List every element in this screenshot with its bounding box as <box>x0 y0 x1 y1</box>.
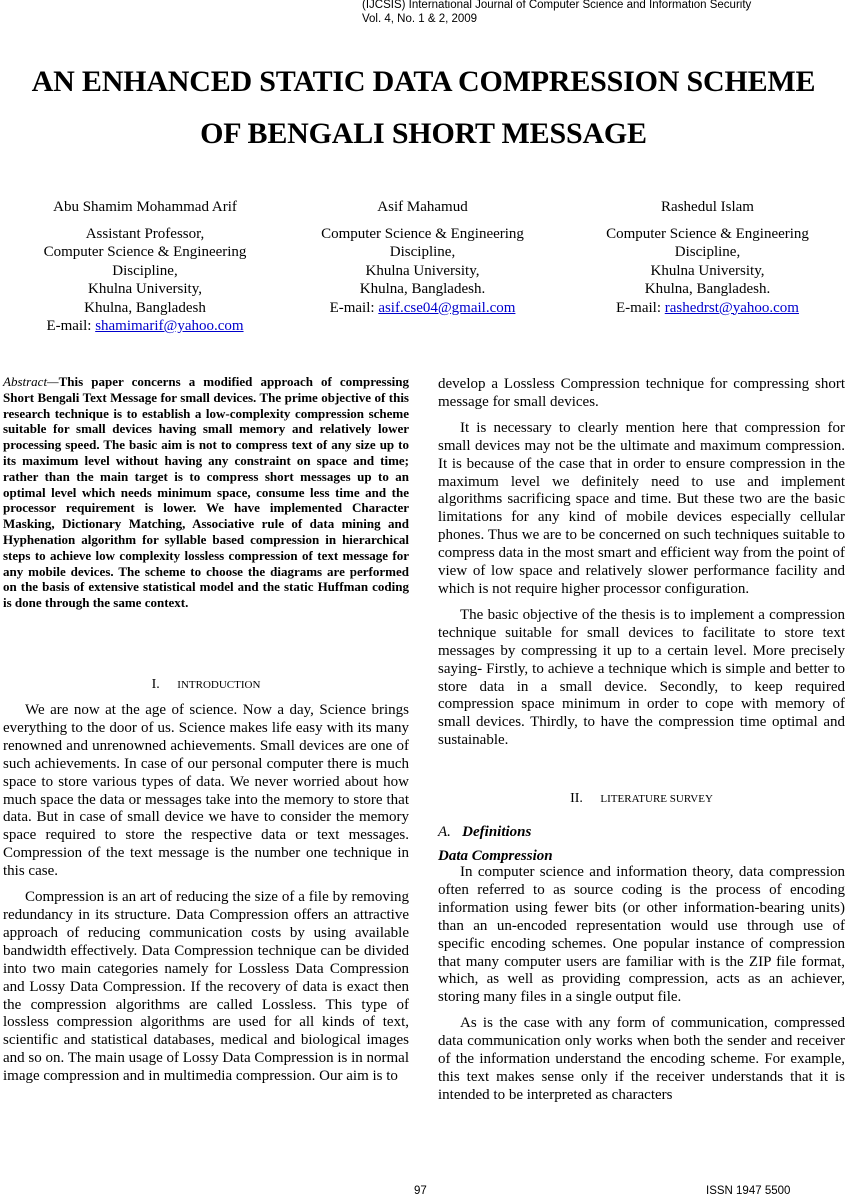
author-affiliation-line: Discipline, <box>674 244 741 260</box>
author-affiliation-line: Assistant Professor, <box>85 225 205 242</box>
paper-title-line-2: OF BENGALI SHORT MESSAGE <box>200 117 647 150</box>
subsection-title: Definitions <box>462 824 532 840</box>
author-block-2 <box>290 198 555 317</box>
author-block-3 <box>575 198 840 317</box>
email-label: E-mail: <box>329 299 379 316</box>
paragraph: In computer science and information theory, data compression often referred to as source coding is the process of encoding information using fewer bits (or other information-bearing units) than an un-encoded representation would use through use of specific encoding schemes. One popular instance of compression that many computer users are familiar with is the ZIP file format, which, as well as providing compression, acts as an achiever, storing many files in a single output file. <box>438 864 845 1006</box>
author-email-link[interactable]: rashedrst@yahoo.com <box>664 299 799 316</box>
page-number: 97 <box>414 1185 427 1197</box>
author-name: Abu Shamim Mohammad Arif <box>53 199 237 215</box>
email-label: E-mail: <box>46 318 96 334</box>
author-affiliation-line: Khulna University, <box>365 262 480 279</box>
section-heading-introduction <box>3 676 409 694</box>
author-email-link[interactable]: asif.cse04@gmail.com <box>378 299 516 316</box>
author-affiliation-line: Khulna, Bangladesh. <box>359 281 486 297</box>
paragraph: The basic objective of the thesis is to implement a compression technique suitable for small devices to facilitate to store text messages by compressing it up to a certain level. More precisely saying- Firstly, to achieve a technique which is simple and better to store data in a small device. Secondly, to keep required compression space minimum in order to cope with memory of small devices. Thirdly, to have the compression time optimal and sustainable. <box>438 606 845 749</box>
right-column-section2-body <box>438 864 845 1105</box>
author-affiliation-line: Khulna University, <box>650 262 765 279</box>
author-email-line <box>290 299 555 318</box>
author-affiliation-line: Khulna, Bangladesh <box>84 299 206 316</box>
author-affiliation-line: Khulna, Bangladesh. <box>644 281 771 297</box>
author-affiliation-line: Computer Science & Engineering <box>43 244 247 260</box>
section-number: I. <box>151 677 160 692</box>
author-affiliation-line: Computer Science & Engineering <box>321 225 524 242</box>
journal-header <box>362 0 822 26</box>
left-column-body <box>3 702 409 1086</box>
paragraph: It is necessary to clearly mention here that compression for small devices may not be the ultimate and maximum compression. It is because of the case that in order to ensure compression in the maximum level we definitely need to use and implement algorithms sacrificing space and time. But these two are the basic limitations for any kind of mobile devices especially cellular phones. Thus we are to be concerned on such techniques suitable to compress data in the most smart and efficient way from the point of view of low space and relatively slower performance facility and which is not require higher processor configuration. <box>438 419 845 597</box>
journal-name: (IJCSIS) International Journal of Computer Science and Information Security <box>362 0 752 11</box>
abstract-body: This paper concerns a modified approach of compressing Short Bengali Text Message for small devices. The prime objective of this research technique is to establish a low-complexity compression scheme suitable for small devices having small memory and relatively lower processing speed. The basic aim is not to compress text of any size up to its maximum level without having any constraint on space and time; rather than the main target is to compress short messages up to an optimal level which needs minimum space, consume less time and the processor requirement is lower. We have implemented Character Masking, Dictionary Matching, Associative rule of data mining and Hyphenation algorithm for syllable based compression in hierarchical steps to achieve low complexity lossless compression of text message for any mobile devices. The scheme to choose the diagrams are performed on the basis of extensive statistical model and the static Huffman coding is done through the same context. <box>3 374 409 611</box>
email-label: E-mail: <box>616 299 665 316</box>
section-title: INTRODUCTION <box>177 679 261 691</box>
section-heading-literature-survey <box>438 790 845 808</box>
right-column-body <box>438 376 845 750</box>
author-block-1 <box>10 198 280 336</box>
author-affiliation-line: Computer Science & Engineering <box>606 225 809 242</box>
abstract <box>3 374 409 611</box>
journal-volume: Vol. 4, No. 1 & 2, 2009 <box>362 13 478 25</box>
author-email-link[interactable]: shamimarif@yahoo.com <box>95 318 244 334</box>
author-affiliation-line: Khulna University, <box>87 281 202 297</box>
author-affiliation-line: Discipline, <box>389 244 456 260</box>
author-email-line <box>575 299 840 318</box>
subsection-heading-definitions <box>438 822 531 842</box>
paragraph: We are now at the age of science. Now a day, Science brings everything to the door of us. Science makes life easy with its many renowned and unrenowned achievements. Small devices are one of such achievements. In case of our personal computer there is much space to store various types of data. We never worried about how much space the data or messages take into the memory to store that data. But in case of small device we have to consider the memory space required to store the respective data or text messages. Compression of the text message is the number one technique in this case. <box>3 702 409 880</box>
paragraph: As is the case with any form of communication, compressed data communication only works when both the sender and receiver of the information understand the encoding scheme. For example, this text makes sense only if the receiver understands that it is intended to be interpreted as characters <box>438 1015 845 1103</box>
paragraph: develop a Lossless Compression technique for compressing short message for small devices. <box>438 376 845 410</box>
author-name: Asif Mahamud <box>377 199 468 215</box>
subsection-label: A. <box>438 824 451 840</box>
author-name: Rashedul Islam <box>661 199 754 215</box>
paper-title-line-1: AN ENHANCED STATIC DATA COMPRESSION SCHEME <box>31 65 816 98</box>
paragraph: Compression is an art of reducing the size of a file by removing redundancy in its structure. Data Compression offers an attractive approach of reducing communication costs by using available bandwidth effectively. Data Compression technique can be divided into two main categories namely for Lossless Data Compression and Lossy Data Compression. If the recovery of data is exact then the compression algorithms are called Lossless. This type of lossless compression algorithms are used for all kinds of text, scientific and statistical databases, medical and biological images and so on. The main usage of Lossy Data Compression is in normal image compression and in multimedia compression. Our aim is to <box>3 889 409 1085</box>
subsubsection-heading-data-compression: Data Compression <box>438 848 553 864</box>
paper-title <box>0 56 847 160</box>
section-title: LITERATURE SURVEY <box>600 793 713 805</box>
abstract-lead: Abstract— <box>3 374 59 389</box>
issn: ISSN 1947 5500 <box>706 1185 791 1197</box>
author-affiliation-line: Discipline, <box>112 262 178 279</box>
section-number: II. <box>570 791 583 806</box>
author-email-line <box>10 317 280 336</box>
